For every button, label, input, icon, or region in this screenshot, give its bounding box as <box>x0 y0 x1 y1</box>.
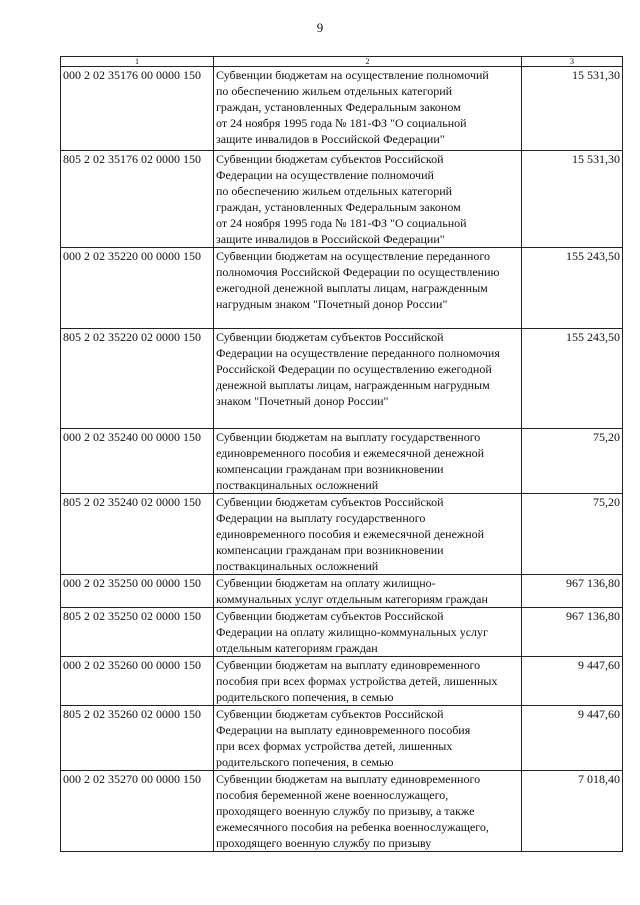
table-row <box>61 494 623 575</box>
budget-code-cell: 000 2 02 35220 00 0000 150 <box>61 248 214 329</box>
revenue-name-cell: Субвенции бюджетам субъектов Российской Федерации на выплату единовременного пособия при всех формах устройства детей, лишенных родительского попечения, в семью <box>214 706 522 771</box>
revenue-name-cell: Субвенции бюджетам субъектов Российской Федерации на оплату жилищно-коммунальных услуг отдельным категориям граждан <box>214 608 522 657</box>
table-row <box>61 329 623 429</box>
table-row <box>61 151 623 248</box>
budget-code-cell: 000 2 02 35250 00 0000 150 <box>61 575 214 608</box>
revenue-name-cell: Субвенции бюджетам субъектов Российской Федерации на выплату государственного единовременного пособия и ежемесячной денежной компенсации гражданам при возникновении поствакцинальных осложнений <box>214 494 522 575</box>
amount-cell: 155 243,50 <box>522 248 623 329</box>
table-row <box>61 771 623 852</box>
amount-cell: 7 018,40 <box>522 771 623 852</box>
revenue-name-cell: Субвенции бюджетам субъектов Российской Федерации на осуществление полномочий по обеспечению жильем отдельных категорий граждан, установленных Федеральным законом от 24 ноября 1995 года № 181-ФЗ "О социальной защите инвалидов в Российской Федерации" <box>214 151 522 248</box>
amount-cell: 75,20 <box>522 429 623 494</box>
amount-cell: 15 531,30 <box>522 151 623 248</box>
revenue-name-cell: Субвенции бюджетам на осуществление переданного полномочия Российской Федерации по осуществлению ежегодной денежной выплаты лицам, награжденным нагрудным знаком "Почетный донор России" <box>214 248 522 329</box>
revenue-name-cell: Субвенции бюджетам субъектов Российской Федерации на осуществление переданного полномочия Российской Федерации по осуществлению ежегодной денежной выплаты лицам, награжденным нагрудным знаком "Почетный донор России" <box>214 329 522 429</box>
amount-cell: 155 243,50 <box>522 329 623 429</box>
table-row <box>61 706 623 771</box>
column-header-amount: 3 <box>522 57 623 67</box>
amount-cell: 15 531,30 <box>522 67 623 151</box>
budget-code-cell: 000 2 02 35240 00 0000 150 <box>61 429 214 494</box>
amount-cell: 967 136,80 <box>522 608 623 657</box>
budget-code-cell: 805 2 02 35220 02 0000 150 <box>61 329 214 429</box>
table-row <box>61 429 623 494</box>
amount-cell: 75,20 <box>522 494 623 575</box>
revenue-name-cell: Субвенции бюджетам на оплату жилищно- коммунальных услуг отдельным категориям граждан <box>214 575 522 608</box>
amount-cell: 967 136,80 <box>522 575 623 608</box>
budget-code-cell: 805 2 02 35250 02 0000 150 <box>61 608 214 657</box>
amount-cell: 9 447,60 <box>522 657 623 706</box>
revenue-name-cell: Субвенции бюджетам на осуществление полномочий по обеспечению жильем отдельных категорий граждан, установленных Федеральным законом от 24 ноября 1995 года № 181-ФЗ "О социальной защите инвалидов в Российской Федерации" <box>214 67 522 151</box>
column-header-code: 1 <box>61 57 214 67</box>
revenue-name-cell: Субвенции бюджетам на выплату единовременного пособия при всех формах устройства детей, лишенных родительского попечения, в семью <box>214 657 522 706</box>
revenue-name-cell: Субвенции бюджетам на выплату единовременного пособия беременной жене военнослужащего, проходящего военную службу по призыву, а также ежемесячного пособия на ребенка военнослужащего, проходящего военную службу по призыву <box>214 771 522 852</box>
table-row <box>61 248 623 329</box>
page-number: 9 <box>316 20 324 35</box>
budget-code-cell: 000 2 02 35270 00 0000 150 <box>61 771 214 852</box>
budget-code-cell: 000 2 02 35260 00 0000 150 <box>61 657 214 706</box>
table-header-row <box>61 57 623 67</box>
budget-code-cell: 805 2 02 35260 02 0000 150 <box>61 706 214 771</box>
budget-code-cell: 805 2 02 35176 02 0000 150 <box>61 151 214 248</box>
revenue-name-cell: Субвенции бюджетам на выплату государственного единовременного пособия и ежемесячной денежной компенсации гражданам при возникновении поствакцинальных осложнений <box>214 429 522 494</box>
budget-code-cell: 805 2 02 35240 02 0000 150 <box>61 494 214 575</box>
table-row <box>61 657 623 706</box>
amount-cell: 9 447,60 <box>522 706 623 771</box>
table-row <box>61 67 623 151</box>
budget-table <box>60 56 623 852</box>
table-row <box>61 608 623 657</box>
budget-code-cell: 000 2 02 35176 00 0000 150 <box>61 67 214 151</box>
column-header-name: 2 <box>214 57 522 67</box>
table-row <box>61 575 623 608</box>
